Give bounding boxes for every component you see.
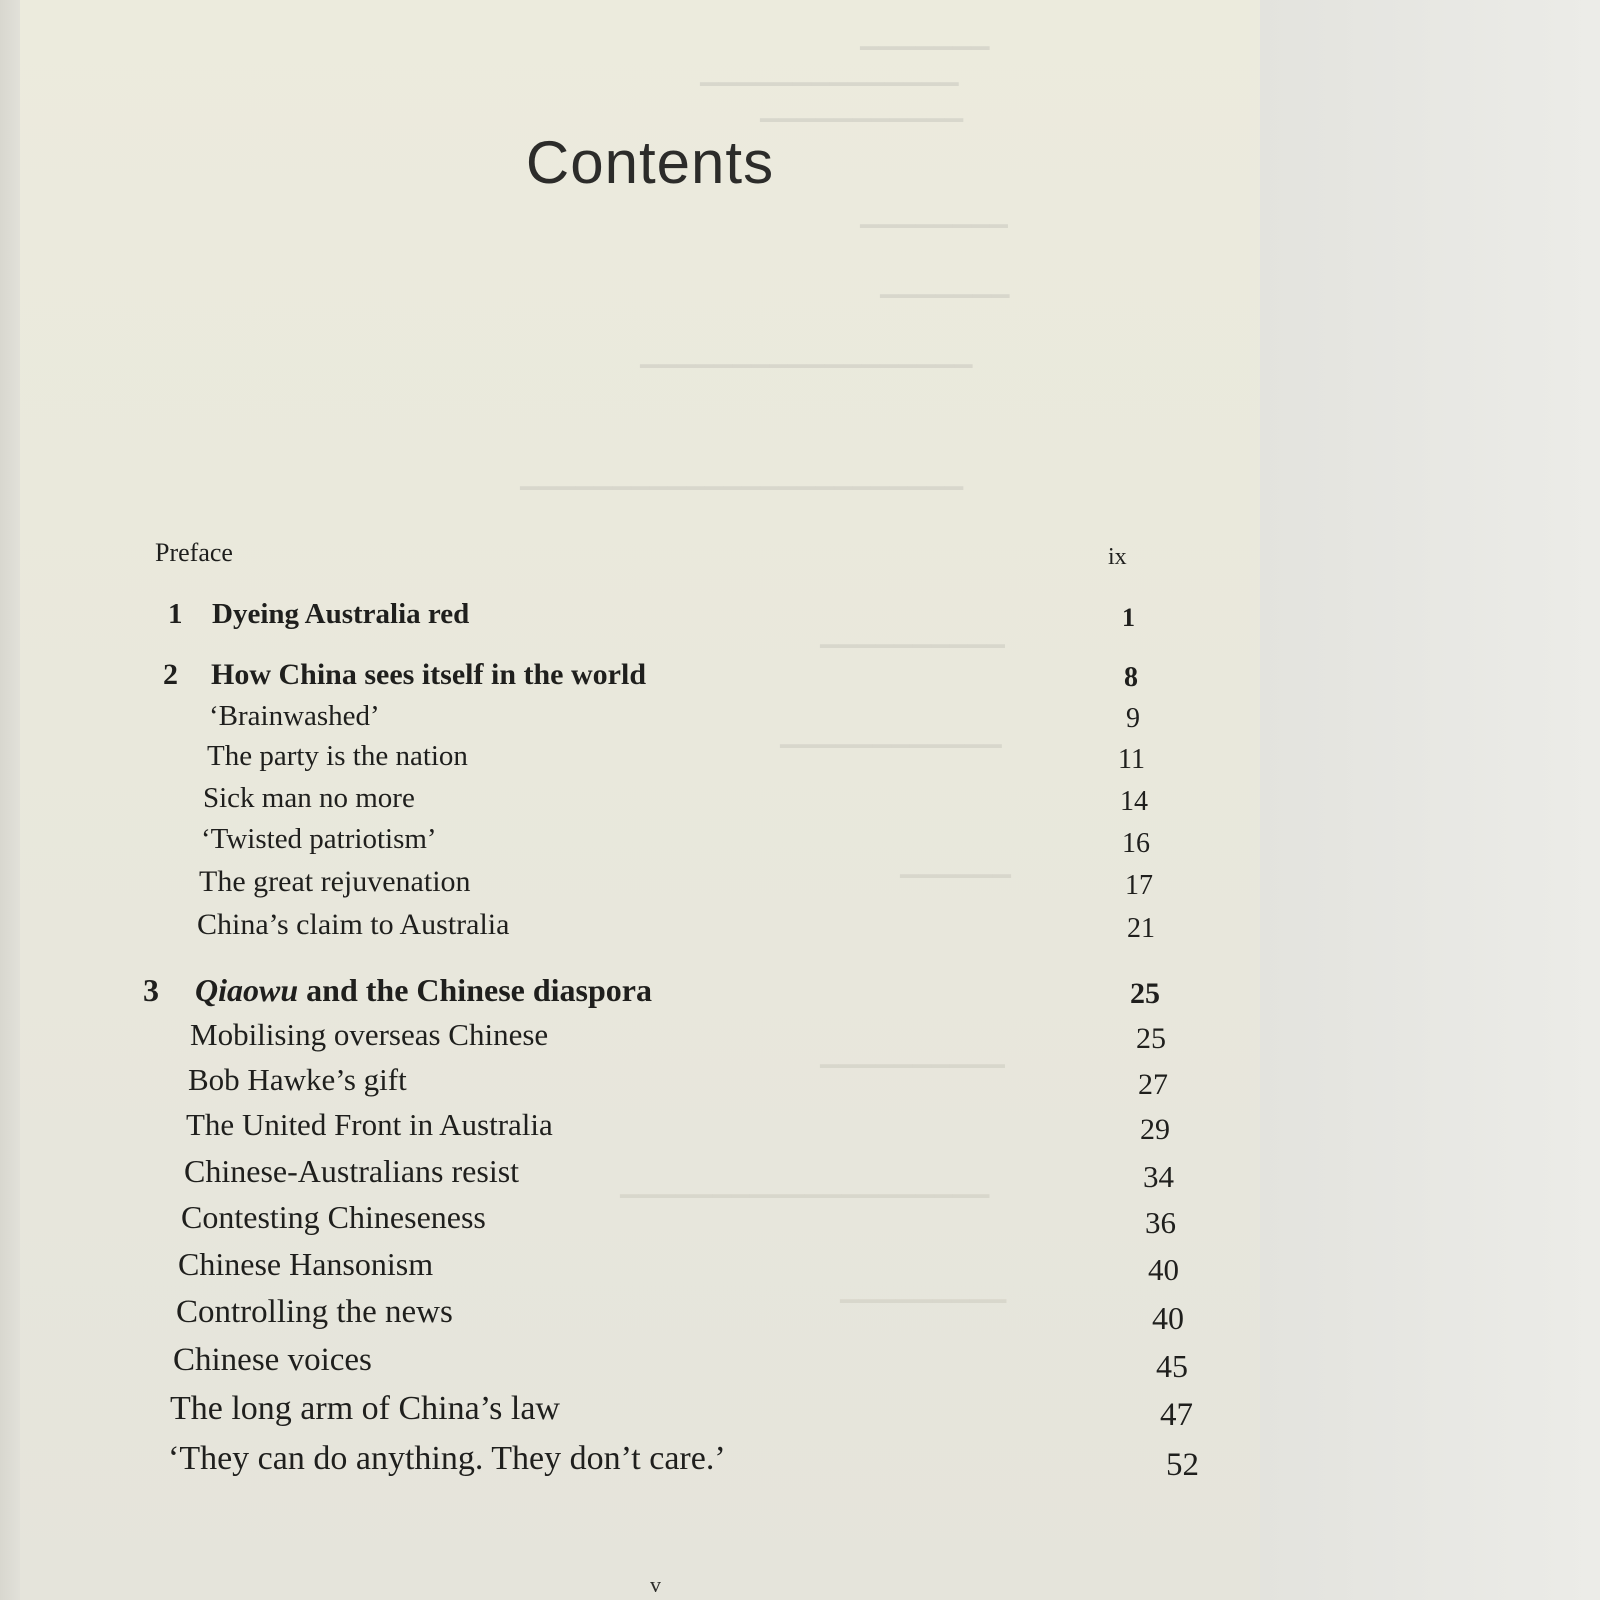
show-through-text: ▁▁▁▁▁▁▁▁▁▁▁▁▁▁▁▁▁▁▁▁▁▁▁▁ <box>520 464 963 490</box>
toc-page-number: 45 <box>1156 1348 1188 1384</box>
toc-section <box>201 823 437 856</box>
toc-section <box>188 1062 407 1098</box>
toc-entry-title: Bob Hawke’s gift <box>188 1062 407 1097</box>
toc-section <box>199 865 471 899</box>
show-through-text: ▁▁▁▁▁▁▁▁▁▁ <box>820 1042 1005 1068</box>
toc-entry-title: ‘They can do anything. They don’t care.’ <box>168 1440 726 1477</box>
toc-page-number: 16 <box>1122 828 1150 859</box>
show-through-text: ▁▁▁▁▁▁▁ <box>860 24 990 50</box>
toc-entry-title: China’s claim to Australia <box>197 908 510 941</box>
chapter-title: Dyeing Australia red <box>212 598 470 630</box>
show-through-text: ▁▁▁▁▁▁▁▁▁▁▁ <box>760 96 964 122</box>
toc-entry-title: The party is the nation <box>207 740 468 772</box>
toc-page-number: 1 <box>1122 603 1135 632</box>
toc-section <box>170 1390 560 1428</box>
chapter-number: 3 <box>143 972 159 1008</box>
folio: v <box>650 1572 661 1597</box>
show-through-text: ▁▁▁▁▁▁▁ <box>880 272 1010 298</box>
toc-page-number: 40 <box>1152 1300 1184 1336</box>
toc-entry-title: Chinese voices <box>173 1342 372 1378</box>
chapter-number: 1 <box>168 598 183 630</box>
toc-page-number: 9 <box>1126 703 1140 734</box>
show-through-text: ▁▁▁▁▁▁▁▁▁▁ <box>820 622 1005 648</box>
show-through-text: ▁▁▁▁▁▁ <box>900 852 1011 878</box>
toc-page-number: 47 <box>1160 1397 1193 1433</box>
toc-preface <box>155 538 233 568</box>
toc-section <box>176 1294 453 1331</box>
toc-chapter-3 <box>143 972 652 1009</box>
toc-section <box>184 1153 519 1190</box>
chapter-title: and the Chinese diaspora <box>298 972 652 1008</box>
toc-page-number: 17 <box>1125 870 1153 901</box>
chapter-title: How China sees itself in the world <box>211 658 646 691</box>
toc-section <box>203 782 415 815</box>
show-through-text: ▁▁▁▁▁▁▁▁▁▁▁▁ <box>780 722 1002 748</box>
toc-section <box>186 1107 553 1143</box>
show-through-text: ▁▁▁▁▁▁▁▁▁▁▁▁▁▁▁▁▁▁ <box>640 342 973 368</box>
toc-section <box>197 908 509 942</box>
show-through-text: ▁▁▁▁▁▁▁▁▁▁▁▁▁▁ <box>700 60 959 86</box>
toc-page-number: 14 <box>1120 786 1148 817</box>
toc-page-number: ix <box>1108 544 1127 570</box>
toc-page-number: 8 <box>1124 662 1138 693</box>
toc-entry-title: Controlling the news <box>176 1294 453 1330</box>
background-surface <box>1260 0 1600 1600</box>
toc-section <box>181 1199 486 1236</box>
toc-section <box>190 1017 548 1053</box>
toc-page-number: 36 <box>1145 1205 1176 1240</box>
toc-entry-title: The long arm of China’s law <box>170 1390 560 1427</box>
toc-entry-title: The United Front in Australia <box>186 1107 553 1142</box>
chapter-number: 2 <box>163 658 178 691</box>
toc-page-number: 29 <box>1140 1113 1170 1146</box>
toc-entry-title: Mobilising overseas Chinese <box>190 1017 549 1052</box>
toc-section <box>178 1246 433 1283</box>
toc-section <box>168 1440 726 1478</box>
show-through-text: ▁▁▁▁▁▁▁▁▁▁▁▁▁▁▁▁▁▁▁▁ <box>620 1172 990 1198</box>
toc-entry-title: Chinese-Australians resist <box>184 1153 520 1189</box>
toc-entry-title: ‘Brainwashed’ <box>209 700 380 732</box>
toc-entry-title: Contesting Chineseness <box>181 1199 486 1235</box>
toc-page-number: 27 <box>1138 1068 1168 1101</box>
toc-chapter-1 <box>168 598 469 631</box>
toc-section <box>209 700 380 733</box>
toc-entry-title: ‘Twisted patriotism’ <box>201 823 437 855</box>
page-title: Contents <box>525 129 775 196</box>
toc-page-number: 25 <box>1136 1022 1166 1055</box>
toc-page-number: 52 <box>1166 1447 1199 1483</box>
toc-page-number: 25 <box>1130 977 1160 1010</box>
toc-entry-title: Preface <box>155 538 233 567</box>
toc-entry-title: The great rejuvenation <box>199 865 471 898</box>
toc-section <box>207 740 468 773</box>
toc-entry-title: Sick man no more <box>203 782 415 814</box>
toc-page-number: 40 <box>1148 1252 1179 1287</box>
toc-chapter-2 <box>163 658 646 692</box>
show-through-text: ▁▁▁▁▁▁▁▁▁ <box>840 1277 1007 1303</box>
toc-page-number: 21 <box>1127 913 1155 944</box>
toc-section <box>173 1342 372 1379</box>
show-through-text: ▁▁▁▁▁▁▁▁ <box>860 202 1008 228</box>
toc-entry-title: Chinese Hansonism <box>178 1246 434 1282</box>
toc-page-number: 34 <box>1143 1159 1174 1194</box>
chapter-title-italic: Qiaowu <box>195 972 299 1008</box>
toc-page-number: 11 <box>1118 744 1145 775</box>
